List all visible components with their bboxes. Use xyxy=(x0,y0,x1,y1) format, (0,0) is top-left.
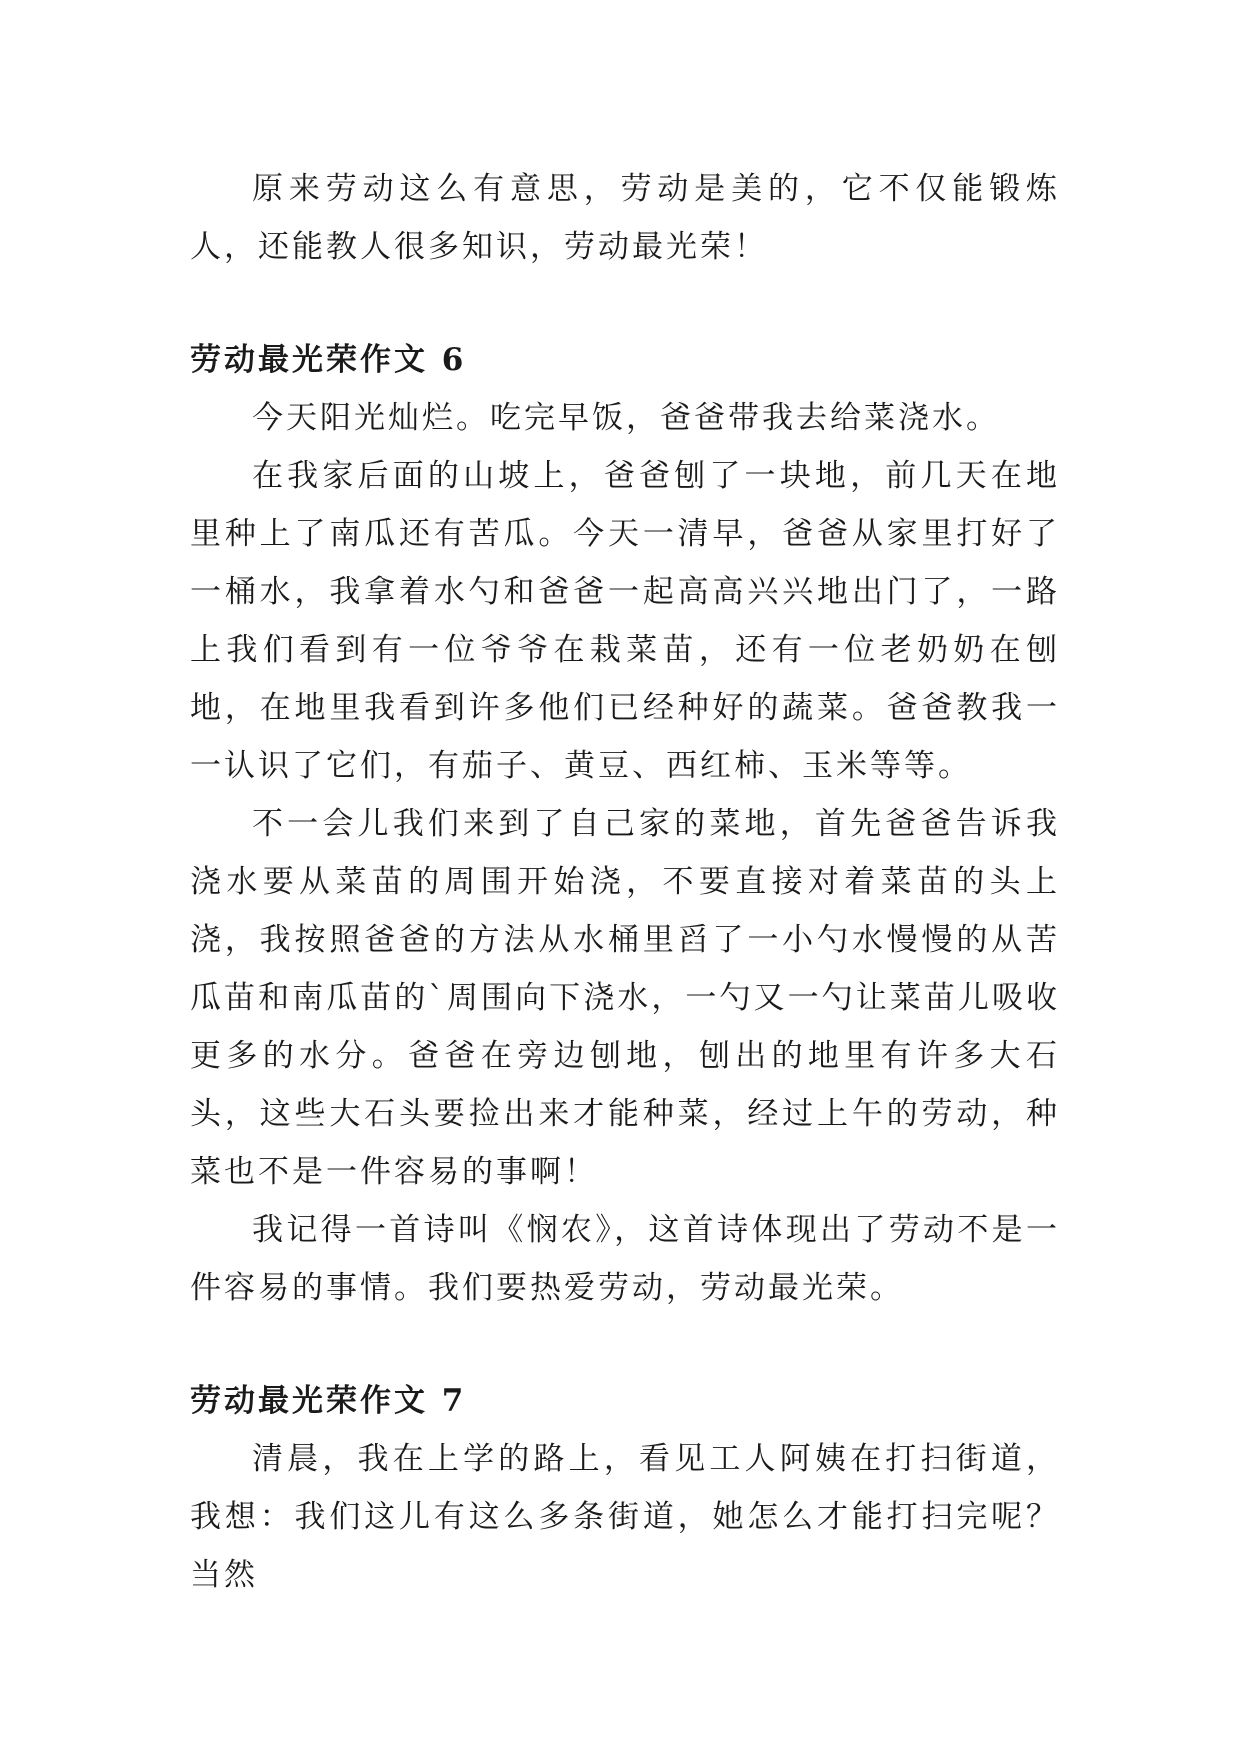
paragraph-intro-ending: 原来劳动这么有意思，劳动是美的，它不仅能锻炼人，还能教人很多知识，劳动最光荣！ xyxy=(190,171,1060,265)
essay-6-title: 劳动最光荣作文 6 xyxy=(190,342,467,378)
essay-7-title: 劳动最光荣作文 7 xyxy=(190,1383,467,1419)
essay-6-paragraph-2: 在我家后面的山坡上，爸爸刨了一块地，前几天在地里种上了南瓜还有苦瓜。今天一清早，爸爸从家里打好了一桶水，我拿着水勺和爸爸一起高高兴兴地出门了，一路上我们看到有一位爷爷在栽菜苗，还有一位老奶奶在刨地，在地里我看到许多他们已经种好的蔬菜。爸爸教我一一认识了它们，有茄子、黄豆、西红柿、玉米等等。 xyxy=(190,458,1060,784)
essay-7-paragraph-1: 清晨，我在上学的路上，看见工人阿姨在打扫街道，我想：我们这儿有这么多条街道，她怎么才能打扫完呢？当然 xyxy=(190,1441,1060,1593)
document-page xyxy=(190,160,1060,1604)
essay-6-paragraph-1: 今天阳光灿烂。吃完早饭，爸爸带我去给菜浇水。 xyxy=(252,400,1000,436)
essay-6-paragraph-4: 我记得一首诗叫《悯农》，这首诗体现出了劳动不是一件容易的事情。我们要热爱劳动，劳动最光荣。 xyxy=(190,1212,1060,1306)
essay-6-paragraph-3: 不一会儿我们来到了自己家的菜地，首先爸爸告诉我浇水要从菜苗的周围开始浇，不要直接对着菜苗的头上浇，我按照爸爸的方法从水桶里舀了一小勺水慢慢的从苦瓜苗和南瓜苗的`周围向下浇水，一勺又一勺让菜苗儿吸收更多的水分。爸爸在旁边刨地，刨出的地里有许多大石头，这些大石头要捡出来才能种菜，经过上午的劳动，种菜也不是一件容易的事啊！ xyxy=(190,806,1060,1190)
